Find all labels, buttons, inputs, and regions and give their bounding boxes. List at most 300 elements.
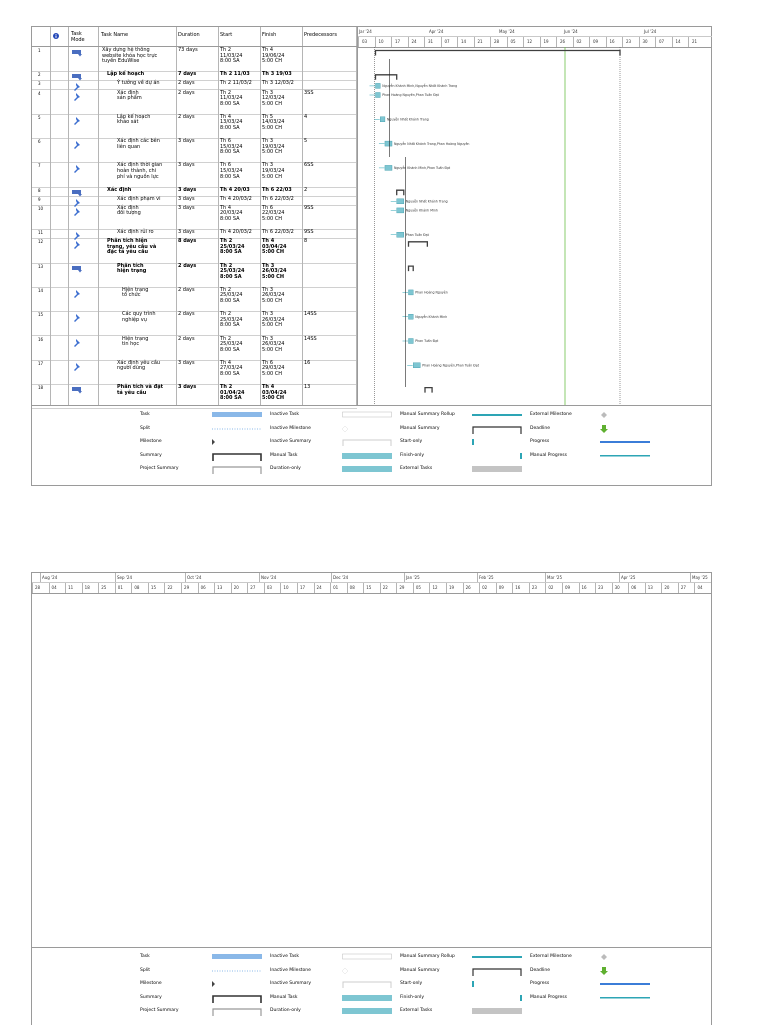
pin-icon [74, 207, 82, 216]
legend-symbol [472, 438, 526, 448]
start-cell: 8:00 SA [220, 149, 240, 156]
legend-symbol [342, 452, 396, 462]
task-name: Các quy trình [122, 311, 156, 318]
predecessors-cell: 3SS [304, 89, 314, 96]
col-header-duration[interactable]: Duration [178, 32, 200, 38]
timescale [358, 27, 712, 48]
timescale-week: 07 [444, 39, 450, 44]
finish-cell: 14/03/24 [262, 119, 285, 126]
manual-task-bar [376, 93, 381, 98]
month-divider [404, 573, 405, 582]
predecessors-cell: 8 [304, 238, 308, 245]
start-cell: 15/03/24 [220, 143, 243, 150]
timescale-week: 05 [510, 39, 516, 44]
week-divider [645, 583, 646, 593]
pin-icon [74, 289, 82, 298]
week-divider [556, 37, 557, 47]
table-row[interactable] [32, 263, 357, 288]
task-name: Hiện trạng [122, 335, 149, 342]
timescale-week: 16 [609, 39, 615, 44]
week-divider [181, 583, 182, 593]
start-cell: Th 6 [220, 138, 231, 145]
row-id: 1 [38, 48, 41, 53]
legend-label: Deadline [530, 967, 550, 973]
week-divider [523, 37, 524, 47]
finish-cell: 19/03/24 [262, 143, 285, 150]
timescale-week: 23 [598, 585, 604, 590]
week-divider [424, 37, 425, 47]
timescale-week: 04 [51, 585, 57, 590]
summary-bar [409, 266, 414, 271]
finish-cell: Th 3 [262, 138, 273, 145]
column-divider [176, 27, 177, 405]
timescale-month: Mar '25 [547, 575, 563, 580]
legend-label: Split [140, 425, 150, 431]
table-row[interactable] [32, 311, 357, 336]
week-divider [198, 583, 199, 593]
summary-bar [409, 242, 428, 247]
finish-cell: Th 3 [262, 311, 273, 318]
finish-cell: Th 5 [262, 113, 273, 120]
legend-symbol [600, 967, 654, 977]
task-name: Xác định [117, 89, 139, 96]
timescale-week: 02 [482, 585, 488, 590]
start-cell: 25/03/24 [220, 268, 245, 275]
predecessors-cell: 16 [304, 359, 311, 366]
timescale-month: Jun '24 [564, 29, 578, 34]
week-divider [474, 37, 475, 47]
finish-cell: 5:00 CH [262, 100, 283, 107]
task-name: Xác định rủi ro [117, 229, 154, 236]
task-name: tả yêu cầu [117, 389, 147, 396]
finish-cell: 5:00 CH [262, 58, 283, 65]
legend-symbol [342, 994, 396, 1004]
start-cell: 8:00 SA [220, 395, 242, 402]
legend-label: Project Summary [140, 1008, 179, 1014]
duration-cell: 2 days [178, 89, 195, 96]
finish-cell: 5:00 CH [262, 216, 283, 223]
start-cell: 25/03/24 [220, 243, 245, 250]
duration-cell: 2 days [178, 80, 195, 87]
row-id: 11 [38, 230, 44, 236]
task-name: khảo sát [117, 119, 139, 126]
legend-symbol [212, 425, 266, 435]
timescale-week: 21 [477, 39, 483, 44]
legend-page-2 [32, 947, 711, 1026]
table-row[interactable] [32, 162, 357, 187]
task-name: Phân tích [117, 262, 144, 269]
legend-label: Finish-only [400, 452, 425, 458]
week-divider [672, 37, 673, 47]
auto-schedule-icon [72, 386, 83, 394]
timescale-month: Dec '24 [333, 575, 349, 580]
task-name: tuyến EduWise [102, 58, 140, 65]
pin-icon [74, 240, 82, 249]
timescale-week: 26 [560, 39, 566, 44]
start-cell: 8:00 SA [220, 322, 240, 329]
week-divider [347, 583, 348, 593]
task-name: Hiện trạng [122, 286, 149, 293]
task-name: Phân tích hiện [107, 238, 148, 245]
table-row[interactable] [32, 138, 357, 163]
week-divider [479, 583, 480, 593]
legend-symbol [472, 1007, 526, 1017]
legend [32, 405, 711, 486]
row-id: 16 [38, 336, 44, 342]
task-name: Xác định thời gian [117, 162, 163, 169]
start-cell: Th 2 [220, 89, 231, 96]
timescale-week: 02 [576, 39, 582, 44]
manual-task-bar [409, 339, 414, 344]
week-divider [678, 583, 679, 593]
pin-icon [74, 313, 82, 322]
pin-icon [74, 116, 82, 125]
week-divider [490, 37, 491, 47]
week-divider [545, 583, 546, 593]
duration-cell: 2 days [178, 311, 195, 318]
resource-label: Phan Hoàng Nguyên [415, 290, 448, 295]
legend-symbol [212, 452, 266, 462]
col-header-task-mode[interactable]: Task Mode [71, 31, 85, 43]
finish-cell: Th 3 [262, 162, 273, 169]
resource-label: Phan Hoàng Nguyên,Phan Tuấn Đạt [422, 363, 479, 368]
row-id: 2 [38, 72, 41, 78]
timescale-week: 12 [527, 39, 533, 44]
task-name: Xác định phạm vi [117, 195, 161, 202]
timescale-week: 19 [449, 585, 455, 590]
start-cell: Th 2 [220, 311, 231, 318]
header-divider [32, 46, 357, 47]
column-divider [68, 27, 69, 405]
duration-cell: 3 days [178, 162, 195, 169]
legend-symbol [600, 411, 654, 421]
legend-symbol [472, 994, 526, 1004]
week-divider [314, 583, 315, 593]
start-cell: 15/03/24 [220, 167, 243, 174]
finish-cell: Th 3 12/03/2 [262, 80, 294, 87]
timescale-week: 29 [184, 585, 190, 590]
timescale-week: 13 [647, 585, 653, 590]
col-header-start[interactable]: Start [220, 32, 233, 38]
legend-label: Progress [530, 981, 550, 987]
week-divider [441, 37, 442, 47]
resource-label: Phan Tuấn Đạt [415, 339, 439, 344]
resource-label: Nguyễn Khánh Minh [405, 208, 438, 213]
legend-symbol [472, 953, 526, 963]
finish-cell: 12/03/24 [262, 95, 285, 102]
predecessors-cell: 6SS [304, 162, 314, 169]
start-cell: 8:00 SA [220, 370, 240, 377]
predecessors-cell: 5 [304, 138, 308, 145]
legend-label: Start-only [400, 981, 423, 987]
start-cell: Th 2 [220, 238, 233, 245]
manual-task-bar [376, 83, 381, 88]
legend-symbol [342, 425, 396, 435]
resource-label: Phan Hoàng Nguyên,Phan Tuấn Đạt [382, 93, 439, 98]
finish-cell: Th 6 [262, 359, 273, 366]
table-row[interactable] [32, 336, 357, 361]
table-row[interactable] [32, 47, 357, 72]
legend-label: Duration-only [270, 1008, 301, 1014]
legend-symbol [600, 425, 654, 435]
task-name: hiện trạng [117, 268, 147, 275]
month-divider [619, 573, 620, 582]
legend-label: Manual Progress [530, 452, 567, 458]
predecessors-cell: 14SS [304, 311, 317, 318]
finish-cell: 26/03/24 [262, 292, 285, 299]
finish-cell: Th 4 [262, 384, 275, 391]
week-divider [380, 583, 381, 593]
finish-cell: 03/04/24 [262, 389, 287, 396]
timescale-month: Jan '25 [406, 575, 420, 580]
legend-label: Task [140, 412, 150, 417]
timescale-week: 19 [543, 39, 549, 44]
start-cell: Th 2 11/03/2 [220, 80, 252, 87]
legend-symbol [342, 1007, 396, 1017]
legend-label: Task [140, 954, 150, 959]
task-name: sản phẩm [117, 95, 142, 102]
legend-label: Manual Task [270, 452, 298, 458]
table-row[interactable] [32, 90, 357, 115]
start-cell: 27/03/24 [220, 365, 243, 372]
week-divider [358, 37, 359, 47]
timescale-week: 23 [531, 585, 537, 590]
legend-label: Split [140, 967, 150, 973]
week-divider [32, 583, 33, 593]
gantt-bars [358, 47, 712, 405]
legend-symbol [342, 980, 396, 990]
duration-cell: 3 days [178, 195, 195, 202]
row-id: 14 [38, 287, 44, 293]
legend-symbol [212, 411, 266, 421]
finish-cell: 5:00 CH [262, 173, 283, 180]
legend-label: Deadline [530, 425, 550, 431]
timescale-week: 05 [415, 585, 421, 590]
legend-label: Inactive Milestone [270, 967, 311, 973]
week-divider [595, 583, 596, 593]
month-divider [185, 573, 186, 582]
start-cell: 8:00 SA [220, 58, 240, 65]
legend-label: Inactive Summary [270, 439, 312, 445]
week-divider [628, 583, 629, 593]
finish-cell: Th 4 [262, 238, 275, 245]
legend-label: External Tasks [400, 1008, 433, 1014]
finish-cell: Th 3 [262, 286, 273, 293]
month-divider [331, 573, 332, 582]
legend-label: Manual Summary [400, 425, 440, 431]
legend-label: Manual Summary Rollup [400, 954, 455, 959]
row-id: 4 [38, 90, 41, 96]
predecessors-cell: 14SS [304, 335, 317, 342]
month-divider [115, 573, 116, 582]
legend-label: Summary [140, 994, 162, 1000]
week-divider [82, 583, 83, 593]
task-name: liên quan [117, 143, 141, 150]
timescale-week: 16 [515, 585, 521, 590]
duration-cell: 3 days [178, 138, 195, 145]
task-name: trạng, yêu cầu và [107, 243, 157, 250]
legend-label: Start-only [400, 439, 423, 445]
timescale-week: 31 [428, 39, 434, 44]
finish-cell: Th 3 [262, 335, 273, 342]
legend-label: Milestone [140, 981, 162, 987]
resource-label: Nguyễn Khánh Minh,Nguyễn Nhất Khánh Trang [382, 84, 458, 89]
start-cell: 13/03/24 [220, 119, 243, 126]
start-cell: 25/03/24 [220, 341, 243, 348]
week-divider [247, 583, 248, 593]
legend-label: External Milestone [530, 412, 572, 417]
row-id: 17 [38, 360, 44, 366]
timescale-week: 10 [283, 585, 289, 590]
start-cell: Th 4 20/03/2 [220, 195, 252, 202]
timescale-week: 03 [362, 39, 368, 44]
legend-symbol [212, 994, 266, 1004]
start-cell: Th 4 [220, 359, 231, 366]
column-divider [50, 27, 51, 405]
pin-icon [74, 164, 82, 173]
column-divider [260, 27, 261, 405]
manual-task-bar [409, 314, 414, 319]
week-divider [115, 583, 116, 593]
legend-label: Manual Task [270, 994, 298, 1000]
legend-label: Progress [530, 439, 550, 445]
legend-label: External Milestone [530, 954, 572, 959]
manual-task-bar [409, 290, 414, 295]
week-divider [375, 37, 376, 47]
resource-label: Nguyễn Nhất Khánh Trang [386, 117, 429, 122]
duration-cell: 7 days [178, 71, 197, 78]
row-id: 7 [38, 163, 41, 169]
timescale-week: 25 [101, 585, 107, 590]
manual-task-bar [397, 232, 404, 237]
start-cell: 8:00 SA [220, 173, 240, 180]
legend-symbol [600, 994, 654, 1004]
task-name: đặc tả yêu cầu [107, 249, 149, 256]
pin-icon [74, 92, 82, 101]
timescale-week: 08 [134, 585, 140, 590]
timescale-week: 07 [659, 39, 665, 44]
timescale-week: 01 [117, 585, 123, 590]
start-cell: Th 2 [220, 262, 233, 269]
duration-cell: 73 days [178, 47, 198, 53]
table-row[interactable] [32, 238, 357, 263]
week-divider [589, 37, 590, 47]
week-divider [540, 37, 541, 47]
finish-cell: Th 3 19/03 [262, 71, 292, 78]
week-divider [496, 583, 497, 593]
week-divider [612, 583, 613, 593]
column-divider [302, 27, 303, 405]
finish-cell: 5:00 CH [262, 249, 285, 256]
week-divider [694, 583, 695, 593]
timescale-week: 08 [349, 585, 355, 590]
summary-bar [397, 190, 404, 195]
row-id: 3 [38, 81, 41, 87]
finish-cell: 5:00 CH [262, 346, 283, 353]
start-cell: 8:00 SA [220, 216, 240, 223]
legend-label: Inactive Milestone [270, 425, 311, 431]
timescale-week: 17 [299, 585, 306, 590]
predecessors-cell: 9SS [304, 229, 314, 236]
timescale-week: 13 [217, 585, 223, 590]
col-header-finish[interactable]: Finish [262, 32, 277, 38]
duration-cell: 2 days [178, 262, 197, 269]
table-row[interactable] [32, 360, 357, 385]
legend-label: Inactive Task [270, 954, 299, 959]
week-divider [65, 583, 66, 593]
start-cell: Th 4 20/03 [220, 186, 250, 193]
finish-cell: 26/03/24 [262, 268, 287, 275]
task-name: đối tượng [117, 210, 141, 217]
start-cell: Th 4 20/03/2 [220, 229, 252, 236]
table-row[interactable] [32, 114, 357, 139]
legend-symbol [472, 967, 526, 977]
legend-label: Project Summary [140, 466, 179, 472]
task-name: Xác định [117, 204, 139, 211]
resource-label: Nguyễn Nhất Khánh Trang,Phan Hoàng Nguyên [394, 141, 470, 146]
legend-symbol [342, 967, 396, 977]
week-divider [280, 583, 281, 593]
finish-cell: Th 4 [262, 47, 273, 53]
week-divider [297, 583, 298, 593]
timescale-week: 16 [581, 585, 587, 590]
task-name: Lập kế hoạch [117, 113, 151, 120]
timescale-month: Jar '24 [359, 29, 372, 34]
pin-icon [74, 140, 82, 149]
finish-cell: 5:00 CH [262, 322, 283, 329]
finish-cell: Th 6 [262, 204, 273, 211]
row-id: 12 [38, 239, 44, 245]
col-header-info[interactable] [53, 33, 59, 41]
timescale-week: 20 [233, 585, 239, 590]
timescale-month: Apr '24 [429, 29, 444, 34]
manual-task-bar [385, 141, 392, 146]
row-id: 5 [38, 114, 41, 120]
table-row[interactable] [32, 287, 357, 312]
week-divider [463, 583, 464, 593]
manual-task-bar [413, 363, 420, 368]
pin-icon [74, 338, 82, 347]
col-header-task-name[interactable]: Task Name [101, 32, 129, 38]
week-divider [98, 583, 99, 593]
timescale-week: 12 [432, 585, 438, 590]
timescale-week: 09 [564, 585, 571, 590]
week-divider [446, 583, 447, 593]
duration-cell: 2 days [178, 286, 195, 293]
timescale-week: 22 [167, 585, 173, 590]
start-cell: Th 2 [220, 384, 233, 391]
timescale-week: 28 [494, 39, 500, 44]
summary-bar [376, 51, 621, 56]
column-divider [218, 27, 219, 405]
week-divider [562, 583, 563, 593]
finish-cell: 22/03/24 [262, 210, 285, 217]
legend-label: Duration-only [270, 466, 301, 472]
timescale-week: 17 [395, 39, 401, 44]
week-divider [214, 583, 215, 593]
col-header-predecessors[interactable]: Predecessors [304, 32, 337, 38]
table-row[interactable] [32, 205, 357, 230]
legend-symbol [212, 465, 266, 475]
timescale-month: Oct '24 [187, 575, 202, 580]
finish-cell: 5:00 CH [262, 370, 283, 377]
legend-label: Manual Summary [400, 967, 440, 973]
timescale-week: 20 [664, 585, 670, 590]
week-divider [688, 37, 689, 47]
start-cell: Th 4 [220, 113, 231, 120]
task-name: Xác định các bên [117, 138, 160, 145]
row-id: 18 [38, 385, 44, 391]
